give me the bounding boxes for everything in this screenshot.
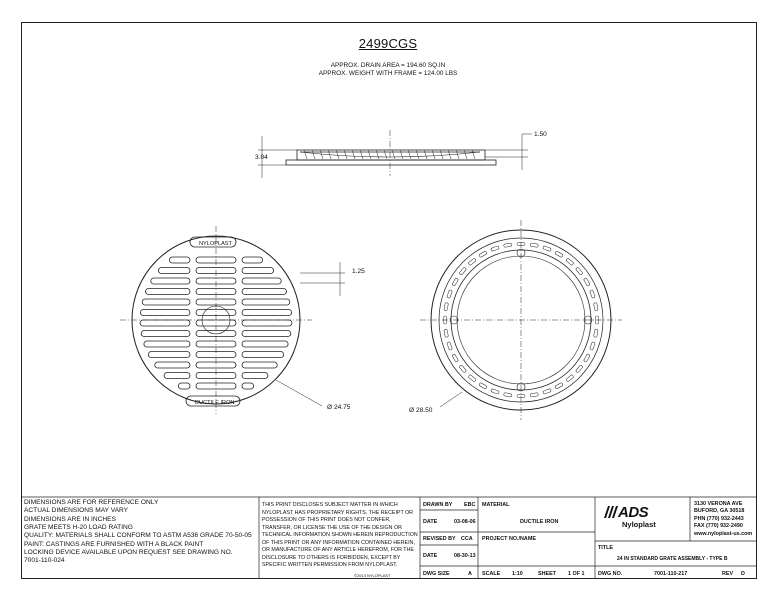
ads-logo: ADS xyxy=(618,504,649,521)
grate-slot xyxy=(140,320,190,326)
section-hatch xyxy=(320,150,323,159)
drawing-title: 2499CGS xyxy=(358,36,418,51)
grate-slot xyxy=(242,341,288,347)
section-hatch xyxy=(472,150,475,159)
scale-label: SCALE xyxy=(482,571,501,577)
frame-rib-slot xyxy=(594,303,599,311)
project-label: PROJECT NO./NAME xyxy=(482,536,536,542)
frame-rib-slot xyxy=(543,389,552,395)
grate-slot xyxy=(158,268,190,274)
frame-rib-slot xyxy=(444,303,449,311)
section-hatch xyxy=(304,150,307,159)
copyright: ©2013 NYLOPLAST xyxy=(354,573,391,578)
frame-rib-slot xyxy=(459,267,467,275)
frame-rib-slot xyxy=(468,258,476,266)
frame-rib-slot xyxy=(575,365,583,373)
material-value: DUCTILE IRON xyxy=(520,519,559,525)
grate-slot xyxy=(242,289,286,295)
frame-rib-slot xyxy=(583,278,590,287)
frame-rib-slot xyxy=(504,243,512,248)
frame-rib-slot xyxy=(590,290,596,299)
frame-rib-slot xyxy=(452,278,459,287)
revised-date-value: 08-30-13 xyxy=(454,553,476,559)
rev-label: REV xyxy=(722,571,734,577)
grate-label-bottom: DUCTILE IRON xyxy=(195,400,235,406)
grate-slot xyxy=(242,373,268,379)
company-address2: BUFORD, GA 30518 xyxy=(694,508,745,514)
grate-slot xyxy=(242,257,263,263)
frame-rib-slot xyxy=(491,389,500,395)
frame-rib-slot xyxy=(491,246,500,252)
frame-rib-slot xyxy=(444,329,449,337)
dim-slot-pitch: 1.25 xyxy=(352,268,365,275)
section-hatch xyxy=(336,150,339,159)
note-line: ACTUAL DIMENSIONS MAY VARY xyxy=(24,507,129,515)
section-hatch xyxy=(312,150,315,159)
section-hatch xyxy=(416,150,419,159)
frame-rib-slot xyxy=(530,243,538,248)
dwg-size-label: DWG SIZE xyxy=(423,571,450,577)
company-web: www.nyloplast-us.com xyxy=(694,531,753,537)
dim-grate-leader xyxy=(276,380,322,406)
drain-area-text: APPROX. DRAIN AREA = 194.60 SQ.IN xyxy=(330,62,446,69)
revised-by-value: CCA xyxy=(461,536,473,542)
section-hatch xyxy=(376,150,379,159)
section-hatch xyxy=(424,150,427,159)
frame-rib-slot xyxy=(575,267,583,275)
frame-rib-slot xyxy=(555,382,564,389)
date-value: 03-08-06 xyxy=(454,519,476,525)
section-hatch xyxy=(368,150,371,159)
section-hatch xyxy=(392,150,395,159)
revised-by-label: REVISED BY xyxy=(423,536,456,542)
section-hatch xyxy=(360,150,363,159)
frame-rib-slot xyxy=(504,393,512,398)
rev-value: D xyxy=(741,571,745,577)
title-label: TITLE xyxy=(598,545,613,551)
grate-slot xyxy=(169,257,190,263)
frame-rib-slot xyxy=(543,246,552,252)
frame-rib-slot xyxy=(566,374,574,382)
grate-slot xyxy=(242,278,281,284)
dim-height-total: 3.04 xyxy=(255,154,268,161)
grate-slot xyxy=(142,299,190,305)
note-line: DIMENSIONS ARE IN INCHES xyxy=(24,515,116,523)
general-notes xyxy=(24,499,252,566)
grate-slot xyxy=(242,331,291,337)
grate-slot xyxy=(242,352,284,358)
section-hatch xyxy=(400,150,403,159)
revised-date-label: DATE xyxy=(423,553,438,559)
scale-value: 1:10 xyxy=(512,571,523,577)
frame-rib-slot xyxy=(555,251,564,258)
dim-frame-leader xyxy=(440,392,462,407)
grate-slot xyxy=(242,268,274,274)
grate-slot xyxy=(148,352,190,358)
company-phone: PHN (770) 932-2443 xyxy=(694,516,744,522)
note-line: DIMENSIONS ARE FOR REFERENCE ONLY xyxy=(24,499,159,506)
note-line: 7001-110-024 xyxy=(24,557,65,565)
frame-rib-slot xyxy=(479,251,488,258)
frame-rib-slot xyxy=(447,290,453,299)
weight-text: APPROX. WEIGHT WITH FRAME = 124.00 LBS xyxy=(318,70,458,77)
frame-section xyxy=(297,150,485,160)
frame-rib-slot xyxy=(530,393,538,398)
frame-rib-slot xyxy=(594,329,599,337)
company-address1: 3130 VERONA AVE xyxy=(694,501,743,507)
drawn-by-label: DRAWN BY xyxy=(423,502,453,508)
section-hatch xyxy=(384,150,387,159)
sheet-value: 1 OF 1 xyxy=(568,571,585,577)
grate-slot xyxy=(140,310,190,316)
grate-slot xyxy=(146,289,190,295)
grate-slot xyxy=(242,320,292,326)
grate-slot xyxy=(141,331,190,337)
grate-slot xyxy=(178,383,190,389)
date-label: DATE xyxy=(423,519,438,525)
frame-rib-slot xyxy=(459,365,467,373)
section-hatch xyxy=(408,150,411,159)
dwg-size-value: A xyxy=(468,571,472,577)
frame-rib-slot xyxy=(452,354,459,363)
proprietary-disclaimer: THIS PRINT DISCLOSES SUBJECT MATTER IN WHICH NYLOPLAST HAS PROPRIETARY RIGHTS. THE RECEIPT OR POSSESSION OF THIS PRINT DOES NOT CONFER, TRANSFER, OR LICENSE THE USE OF THE DESIGN OR TECHNICAL INFORMATION SHOWN HEREIN REPRODUCTION OF THIS PRINT OR ANY INFORMATION CONTAINED HEREIN, OR MANUFACTURE OF ANY ARTICLE HEREFROM, FOR THE DISCLOSURE TO OTHERS IS FORBIDDEN, EXCEPT BY SPECIFIC WRITTEN PERMISSION FROM NYLOPLAST. xyxy=(262,502,418,568)
dim-grate-diameter: Ø 24.75 xyxy=(327,404,351,411)
section-hatch xyxy=(352,150,355,159)
sheet-label: SHEET xyxy=(538,571,556,577)
nyloplast-logo: Nyloplast xyxy=(622,520,656,529)
frame-rib-slot xyxy=(468,374,476,382)
section-hatch xyxy=(432,150,435,159)
note-line: GRATE MEETS H-20 LOAD RATING xyxy=(24,524,133,532)
section-hatch xyxy=(440,150,443,159)
frame-rib-slot xyxy=(583,354,590,363)
frame-flange xyxy=(286,160,496,165)
drawn-by-value: EBC xyxy=(464,502,476,508)
grate-slot xyxy=(242,383,254,389)
frame-rib-slot xyxy=(590,342,596,351)
dwg-no-label: DWG NO. xyxy=(598,571,623,577)
grate-slot xyxy=(164,373,190,379)
note-line: QUALITY: MATERIALS SHALL CONFORM TO ASTM A536 GRADE 70-50-05 xyxy=(24,532,252,540)
grate-slot xyxy=(242,299,290,305)
grate-label-top: NYLOPLAST xyxy=(199,241,232,247)
drawing-description: 24 IN STANDARD GRATE ASSEMBLY - TYPE B xyxy=(617,556,728,562)
section-hatch xyxy=(344,150,347,159)
grate-slot xyxy=(242,310,292,316)
material-label: MATERIAL xyxy=(482,502,510,508)
dim-frame-diameter: Ø 28.50 xyxy=(409,407,433,414)
company-fax: FAX (770) 932-2490 xyxy=(694,523,743,529)
grate-slot xyxy=(151,278,190,284)
frame-rib-slot xyxy=(479,382,488,389)
grate-slot xyxy=(144,341,190,347)
dwg-no-value: 7001-110-217 xyxy=(654,571,688,577)
grate-slot xyxy=(155,362,190,368)
frame-rib-slot xyxy=(566,258,574,266)
note-line: LOCKING DEVICE AVAILABLE UPON REQUEST SEE DRAWING NO. xyxy=(24,549,233,557)
note-line: PAINT: CASTINGS ARE FURNISHED WITH A BLACK PAINT xyxy=(24,540,204,548)
grate-slot xyxy=(242,362,277,368)
section-hatch xyxy=(464,150,467,159)
dim-height-grate: 1.50 xyxy=(534,131,547,138)
frame-rib-slot xyxy=(447,342,453,351)
